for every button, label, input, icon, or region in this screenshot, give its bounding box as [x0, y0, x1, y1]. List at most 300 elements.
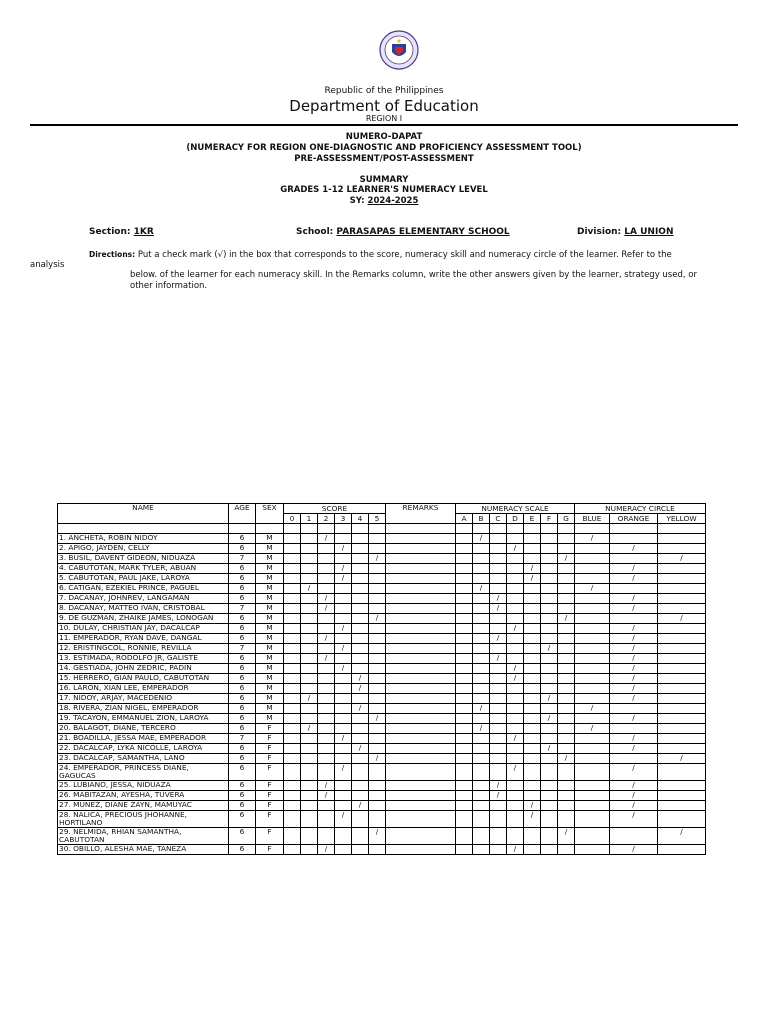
scale-cell-a [456, 734, 473, 744]
score-cell-0 [284, 634, 301, 644]
learner-sex: M [256, 644, 284, 654]
republic-label: Republic of the Philippines [324, 86, 444, 96]
score-cell-5 [369, 544, 386, 554]
circle-cell-orange [610, 554, 658, 564]
score-cell-2 [318, 704, 335, 714]
scale-cell-b [473, 634, 490, 644]
score-cell-4 [352, 614, 369, 624]
score-cell-5 [369, 534, 386, 544]
scale-cell-b [473, 845, 490, 855]
learner-name: 5. CABUTOTAN, PAUL JAKE, LAROYA [58, 574, 229, 584]
score-cell-2 [318, 828, 335, 845]
scale-cell-a [456, 634, 473, 644]
circle-cell-yellow [658, 744, 706, 754]
learner-name: 13. ESTIMADA, RODOLFO JR, GALISTE [58, 654, 229, 664]
scale-cell-b: / [473, 534, 490, 544]
score-col-0: 0 [284, 514, 301, 524]
circle-cell-yellow [658, 674, 706, 684]
score-cell-3: / [335, 564, 352, 574]
scale-cell-c: / [490, 594, 507, 604]
remarks-cell [386, 594, 456, 604]
scale-cell-e [524, 674, 541, 684]
circle-cell-yellow [658, 584, 706, 594]
score-cell-1 [301, 664, 318, 674]
scale-cell-c [490, 564, 507, 574]
scale-cell-f [541, 624, 558, 634]
score-cell-5 [369, 684, 386, 694]
scale-cell-f [541, 544, 558, 554]
scale-cell-g [558, 674, 575, 684]
scale-cell-f [541, 791, 558, 801]
scale-cell-g: / [558, 554, 575, 564]
score-cell-3: / [335, 624, 352, 634]
circle-cell-orange: / [610, 714, 658, 724]
score-cell-4: / [352, 684, 369, 694]
scale-cell-d [507, 724, 524, 734]
score-cell-4 [352, 791, 369, 801]
scale-cell-e: / [524, 564, 541, 574]
learner-age: 6 [229, 544, 256, 554]
scale-cell-c [490, 764, 507, 781]
learner-sex: M [256, 664, 284, 674]
table-row [58, 764, 706, 781]
score-cell-0 [284, 564, 301, 574]
circle-cell-orange [610, 614, 658, 624]
learner-age: 6 [229, 801, 256, 811]
learner-age: 7 [229, 554, 256, 564]
score-cell-3 [335, 554, 352, 564]
score-cell-4 [352, 624, 369, 634]
circle-cell-orange: / [610, 801, 658, 811]
scale-cell-e [524, 664, 541, 674]
circle-cell-yellow [658, 604, 706, 614]
table-row [58, 554, 706, 564]
score-cell-4 [352, 544, 369, 554]
scale-cell-b [473, 614, 490, 624]
score-cell-4: / [352, 674, 369, 684]
score-cell-0 [284, 694, 301, 704]
circle-col-yellow: YELLOW [658, 514, 706, 524]
table-row [58, 574, 706, 584]
learner-age: 7 [229, 644, 256, 654]
score-cell-5 [369, 764, 386, 781]
circle-cell-yellow: / [658, 554, 706, 564]
learner-age: 6 [229, 724, 256, 734]
scale-cell-c: / [490, 654, 507, 664]
score-cell-3 [335, 654, 352, 664]
score-cell-1 [301, 791, 318, 801]
table-row [58, 754, 706, 764]
score-cell-1 [301, 764, 318, 781]
scale-cell-d [507, 811, 524, 828]
scale-cell-g [558, 791, 575, 801]
circle-cell-blue [575, 594, 610, 604]
table-header [58, 504, 706, 524]
remarks-cell [386, 534, 456, 544]
scale-cell-g [558, 724, 575, 734]
scale-cell-d [507, 781, 524, 791]
scale-cell-f [541, 534, 558, 544]
score-cell-0 [284, 554, 301, 564]
table-row [58, 704, 706, 714]
scale-cell-a [456, 764, 473, 781]
scale-col-c: C [490, 514, 507, 524]
scale-cell-b: / [473, 724, 490, 734]
score-cell-0 [284, 801, 301, 811]
circle-cell-blue [575, 544, 610, 554]
scale-cell-c [490, 614, 507, 624]
score-cell-5 [369, 791, 386, 801]
score-cell-4 [352, 634, 369, 644]
scale-cell-a [456, 584, 473, 594]
scale-cell-d [507, 594, 524, 604]
remarks-cell [386, 704, 456, 714]
section-value: 1KR [133, 227, 154, 237]
score-cell-4 [352, 564, 369, 574]
circle-cell-orange: / [610, 634, 658, 644]
learner-name: 12. ERISTINGCOL, RONNIE, REVILLA [58, 644, 229, 654]
score-cell-2: / [318, 845, 335, 855]
scale-cell-a [456, 781, 473, 791]
grades-label: GRADES 1-12 LEARNER'S NUMERACY LEVEL [280, 185, 488, 195]
circle-cell-yellow [658, 634, 706, 644]
score-cell-5 [369, 634, 386, 644]
score-cell-2: / [318, 604, 335, 614]
score-cell-1: / [301, 724, 318, 734]
scale-cell-b [473, 664, 490, 674]
score-cell-3: / [335, 734, 352, 744]
score-cell-4 [352, 734, 369, 744]
learner-sex: M [256, 554, 284, 564]
scale-cell-f [541, 574, 558, 584]
score-cell-5 [369, 704, 386, 714]
score-cell-5: / [369, 714, 386, 724]
scale-cell-f [541, 684, 558, 694]
department-title: Department of Education [289, 97, 479, 115]
scale-cell-d: / [507, 624, 524, 634]
scale-cell-d [507, 684, 524, 694]
score-cell-2: / [318, 791, 335, 801]
scale-cell-c [490, 724, 507, 734]
circle-cell-blue [575, 734, 610, 744]
circle-cell-yellow [658, 594, 706, 604]
learner-name: 15. HERRERO, GIAN PAULO, CABUTOTAN [58, 674, 229, 684]
scale-cell-e [524, 644, 541, 654]
table-row [58, 694, 706, 704]
score-cell-5 [369, 694, 386, 704]
circle-cell-blue [575, 811, 610, 828]
score-cell-0 [284, 584, 301, 594]
learner-sex: F [256, 754, 284, 764]
scale-cell-f [541, 664, 558, 674]
score-cell-3 [335, 594, 352, 604]
circle-cell-orange: / [610, 544, 658, 554]
learner-age: 6 [229, 781, 256, 791]
scale-cell-c: / [490, 791, 507, 801]
scale-cell-f [541, 845, 558, 855]
learner-name: 14. GESTIADA, JOHN ZEDRIC, PADIN [58, 664, 229, 674]
score-cell-3 [335, 744, 352, 754]
scale-cell-c [490, 744, 507, 754]
score-cell-1 [301, 554, 318, 564]
learner-name: 3. BUSIL, DAVENT GIDEON, NIDUAZA [58, 554, 229, 564]
learner-age: 6 [229, 754, 256, 764]
scale-cell-c [490, 801, 507, 811]
score-cell-0 [284, 654, 301, 664]
score-cell-0 [284, 644, 301, 654]
score-cell-3: / [335, 811, 352, 828]
score-cell-2 [318, 724, 335, 734]
circle-cell-yellow [658, 764, 706, 781]
score-cell-3 [335, 694, 352, 704]
score-cell-1 [301, 674, 318, 684]
score-cell-4 [352, 811, 369, 828]
scale-cell-d [507, 614, 524, 624]
score-cell-4 [352, 724, 369, 734]
score-cell-3 [335, 674, 352, 684]
score-cell-3 [335, 634, 352, 644]
remarks-cell [386, 544, 456, 554]
remarks-cell [386, 674, 456, 684]
learner-sex: M [256, 704, 284, 714]
score-cell-5: / [369, 754, 386, 764]
table-row [58, 828, 706, 845]
scale-cell-g [558, 704, 575, 714]
learner-age: 6 [229, 624, 256, 634]
scale-cell-a [456, 811, 473, 828]
score-cell-1 [301, 614, 318, 624]
scale-cell-c [490, 714, 507, 724]
col-name-header: NAME [58, 504, 229, 524]
table-row [58, 674, 706, 684]
score-cell-1 [301, 624, 318, 634]
scale-cell-a [456, 744, 473, 754]
scale-col-b: B [473, 514, 490, 524]
circle-cell-blue: / [575, 584, 610, 594]
learner-sex: F [256, 811, 284, 828]
region-label: REGION I [365, 114, 403, 123]
circle-cell-blue [575, 684, 610, 694]
score-cell-2 [318, 564, 335, 574]
circle-cell-yellow: / [658, 828, 706, 845]
scale-cell-b: / [473, 584, 490, 594]
learner-sex: F [256, 764, 284, 781]
circle-cell-orange: / [610, 744, 658, 754]
score-cell-2 [318, 624, 335, 634]
table-row [58, 684, 706, 694]
scale-cell-g [558, 764, 575, 781]
scale-cell-d [507, 801, 524, 811]
circle-cell-yellow [658, 714, 706, 724]
circle-cell-blue [575, 644, 610, 654]
scale-cell-a [456, 845, 473, 855]
scale-cell-b [473, 674, 490, 684]
learner-name: 6. CATIGAN, EZEKIEL PRINCE, PAGUEL [58, 584, 229, 594]
table-row [58, 544, 706, 554]
learner-age: 6 [229, 574, 256, 584]
scale-cell-d [507, 564, 524, 574]
learner-age: 6 [229, 694, 256, 704]
scale-cell-a [456, 604, 473, 614]
learner-age: 6 [229, 584, 256, 594]
score-cell-5 [369, 781, 386, 791]
score-cell-3 [335, 614, 352, 624]
remarks-cell [386, 791, 456, 801]
score-cell-3 [335, 604, 352, 614]
score-cell-3: / [335, 544, 352, 554]
scale-cell-f [541, 828, 558, 845]
score-cell-1 [301, 544, 318, 554]
score-cell-5 [369, 624, 386, 634]
score-cell-1 [301, 534, 318, 544]
scale-cell-c [490, 845, 507, 855]
scale-cell-b [473, 781, 490, 791]
learner-name: 29. NELMIDA, RHIAN SAMANTHA, CABUTOTAN [58, 828, 229, 845]
score-cell-3 [335, 791, 352, 801]
score-cell-4 [352, 764, 369, 781]
circle-cell-orange: / [610, 791, 658, 801]
learner-name: 2. APIGO, JAYDEN, CELLY [58, 544, 229, 554]
circle-cell-yellow [658, 724, 706, 734]
scale-cell-c [490, 704, 507, 714]
score-cell-1: / [301, 584, 318, 594]
table-row [58, 664, 706, 674]
scale-cell-g [558, 801, 575, 811]
score-cell-1 [301, 574, 318, 584]
score-cell-5 [369, 644, 386, 654]
remarks-cell [386, 828, 456, 845]
remarks-cell [386, 614, 456, 624]
score-cell-2 [318, 754, 335, 764]
score-cell-3 [335, 801, 352, 811]
directions-line1: Directions: Put a check mark (√) in the box that corresponds to the score, numeracy skill and numeracy circle of the learner. Refer to the [89, 250, 672, 260]
score-cell-3: / [335, 644, 352, 654]
circle-cell-yellow: / [658, 614, 706, 624]
scale-cell-d [507, 584, 524, 594]
learner-name: 22. DACALCAP, LYKA NICOLLE, LAROYA [58, 744, 229, 754]
scale-cell-b [473, 544, 490, 554]
scale-cell-e [524, 534, 541, 544]
scale-cell-b [473, 654, 490, 664]
circle-cell-blue [575, 654, 610, 664]
score-cell-2 [318, 584, 335, 594]
scale-cell-d [507, 604, 524, 614]
learner-age: 6 [229, 828, 256, 845]
circle-cell-blue [575, 801, 610, 811]
scale-cell-e [524, 781, 541, 791]
scale-cell-c [490, 624, 507, 634]
scale-cell-f [541, 801, 558, 811]
scale-cell-e [524, 544, 541, 554]
score-cell-4 [352, 574, 369, 584]
remarks-cell [386, 744, 456, 754]
learner-sex: M [256, 654, 284, 664]
score-cell-1 [301, 801, 318, 811]
learner-name: 17. NIDOY, ARJAY, MACEDENIO [58, 694, 229, 704]
scale-cell-f [541, 564, 558, 574]
table-row [58, 811, 706, 828]
learner-sex: M [256, 534, 284, 544]
score-cell-3 [335, 704, 352, 714]
table-row [58, 801, 706, 811]
scale-cell-a [456, 554, 473, 564]
table-spacer-row [58, 524, 706, 534]
circle-col-orange: ORANGE [610, 514, 658, 524]
learner-name: 23. DACALCAP, SAMANTHA, LANO [58, 754, 229, 764]
score-cell-4: / [352, 744, 369, 754]
scale-cell-b [473, 801, 490, 811]
col-sex-header: SEX [256, 504, 284, 524]
scale-cell-b: / [473, 704, 490, 714]
score-cell-2: / [318, 634, 335, 644]
score-cell-4 [352, 694, 369, 704]
scale-cell-f [541, 654, 558, 664]
learner-sex: M [256, 634, 284, 644]
score-cell-0 [284, 544, 301, 554]
score-col-1: 1 [301, 514, 318, 524]
scale-cell-e [524, 754, 541, 764]
learner-age: 6 [229, 791, 256, 801]
scale-cell-g [558, 744, 575, 754]
scale-cell-d: / [507, 845, 524, 855]
score-cell-2 [318, 674, 335, 684]
remarks-cell [386, 724, 456, 734]
circle-cell-blue [575, 828, 610, 845]
learner-name: 26. MABITAZAN, AYESHA, TUVERA [58, 791, 229, 801]
table-row [58, 564, 706, 574]
circle-cell-orange [610, 584, 658, 594]
score-cell-0 [284, 704, 301, 714]
scale-cell-f [541, 781, 558, 791]
scale-cell-d [507, 534, 524, 544]
remarks-cell [386, 754, 456, 764]
circle-cell-yellow [658, 544, 706, 554]
scale-cell-d [507, 754, 524, 764]
score-cell-1 [301, 811, 318, 828]
table-row [58, 724, 706, 734]
learner-sex: M [256, 604, 284, 614]
scale-cell-a [456, 724, 473, 734]
learner-age: 6 [229, 714, 256, 724]
score-cell-3 [335, 684, 352, 694]
scale-cell-c [490, 684, 507, 694]
scale-cell-b [473, 604, 490, 614]
learner-age: 6 [229, 684, 256, 694]
learner-name: 20. BALAGOT, DIANE, TERCERO [58, 724, 229, 734]
score-cell-5 [369, 664, 386, 674]
table-row [58, 644, 706, 654]
score-cell-3 [335, 828, 352, 845]
score-cell-2 [318, 684, 335, 694]
circle-cell-blue [575, 674, 610, 684]
learner-age: 6 [229, 534, 256, 544]
score-cell-3 [335, 724, 352, 734]
remarks-cell [386, 694, 456, 704]
score-cell-2 [318, 744, 335, 754]
circle-cell-yellow [658, 564, 706, 574]
score-cell-2: / [318, 654, 335, 664]
scale-cell-b [473, 764, 490, 781]
scale-cell-e [524, 604, 541, 614]
scale-cell-f [541, 594, 558, 604]
scale-cell-g [558, 781, 575, 791]
learner-sex: F [256, 801, 284, 811]
scale-cell-b [473, 564, 490, 574]
scale-cell-d [507, 704, 524, 714]
scale-cell-a [456, 704, 473, 714]
scale-cell-b [473, 744, 490, 754]
circle-cell-blue [575, 564, 610, 574]
